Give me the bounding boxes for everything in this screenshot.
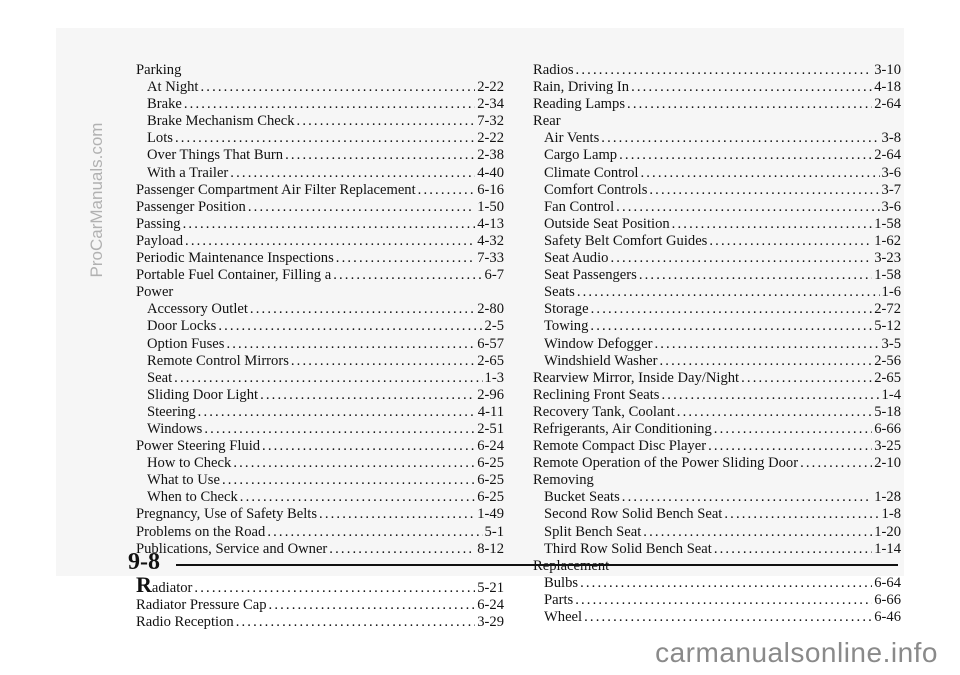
page-reference: 4-11 (477, 403, 504, 420)
index-entry (136, 182, 504, 199)
page-reference: 2-22 (477, 79, 504, 96)
entry-label: Seat (147, 369, 173, 386)
page-reference: 1-4 (881, 386, 901, 403)
entry-label: Third Row Solid Bench Seat (544, 540, 712, 557)
dot-leader (800, 455, 872, 472)
index-entry (533, 404, 901, 421)
page-reference: 1-49 (477, 506, 504, 523)
index-entry (136, 571, 504, 597)
index-subentry (136, 421, 504, 438)
entry-label: Towing (544, 318, 589, 335)
index-heading: Power (136, 284, 174, 301)
dot-leader (267, 524, 482, 541)
dot-leader (714, 421, 872, 438)
page-reference: 2-65 (874, 369, 901, 386)
index-subentry (533, 489, 901, 506)
entry-label: Passing (136, 215, 181, 232)
dot-leader (601, 130, 879, 147)
dot-leader (185, 233, 475, 250)
page-reference: 2-80 (477, 301, 504, 318)
index-entry (136, 438, 504, 455)
dot-leader (226, 336, 475, 353)
page-reference: 1-28 (874, 489, 901, 506)
dot-leader (183, 216, 476, 233)
index-entry (533, 421, 901, 438)
page-reference: 1-8 (881, 506, 901, 523)
bottom-watermark: carmanualsonline.info (655, 637, 938, 668)
dot-leader (639, 267, 872, 284)
index-subentry (136, 318, 504, 335)
page-reference: 1-6 (881, 284, 901, 301)
entry-label: Accessory Outlet (147, 301, 248, 318)
entry-label: Passenger Compartment Air Filter Replacement (136, 181, 416, 198)
entry-label: Publications, Service and Owner (136, 540, 328, 557)
dot-leader (640, 165, 879, 182)
entry-label: Power Steering Fluid (136, 438, 261, 455)
entry-label: Brake Mechanism Check (147, 113, 295, 130)
entry-label-rest: adiator (151, 579, 193, 596)
entry-label: Seats (544, 284, 575, 301)
entry-label: Parts (544, 591, 574, 608)
dot-leader (659, 353, 872, 370)
entry-label: Climate Control (544, 164, 639, 181)
index-entry (533, 438, 901, 455)
dot-leader (418, 182, 476, 199)
dot-leader (319, 506, 475, 523)
index-entry (136, 199, 504, 216)
page-reference: 7-33 (477, 250, 504, 267)
index-subentry (533, 233, 901, 250)
page-reference: 1-58 (874, 215, 901, 232)
entry-label: Rearview Mirror, Inside Day/Night (533, 369, 740, 386)
index-heading: Rear (533, 113, 561, 130)
entry-label: Steering (147, 403, 196, 420)
page-reference: 6-16 (477, 181, 504, 198)
index-entry (533, 96, 901, 113)
index-entry (533, 387, 901, 404)
index-subentry (533, 524, 901, 541)
dot-leader (262, 438, 475, 455)
dot-leader (269, 597, 476, 614)
page-reference: 3-23 (874, 250, 901, 267)
dot-leader (240, 489, 475, 506)
index-heading: Parking (136, 62, 182, 78)
dot-leader (230, 165, 475, 182)
dot-leader (627, 96, 872, 113)
entry-label: Fan Control (544, 198, 615, 215)
index-subentry (136, 370, 504, 387)
entry-label: Lots (147, 130, 173, 147)
page-reference: 1-50 (477, 198, 504, 215)
page-reference: 4-40 (477, 164, 504, 181)
dot-leader (591, 301, 873, 318)
index-entry (533, 62, 901, 79)
page-reference: 6-25 (477, 455, 504, 472)
page-reference: 1-3 (484, 369, 504, 386)
index-entry (136, 614, 504, 631)
dot-leader (709, 233, 872, 250)
entry-label (136, 571, 193, 597)
entry-label: Reading Lamps (533, 96, 626, 113)
dot-leader (580, 575, 872, 592)
dot-leader (724, 506, 879, 523)
index-entry (136, 233, 504, 250)
index-subentry (533, 199, 901, 216)
dot-leader (250, 301, 475, 318)
index-subentry (533, 130, 901, 147)
dot-leader (672, 216, 873, 233)
entry-label: Remote Control Mirrors (147, 352, 289, 369)
page-reference: 2-96 (477, 386, 504, 403)
entry-label: Wheel (544, 609, 583, 625)
index-subentry (533, 284, 901, 301)
page-reference: 2-34 (477, 96, 504, 113)
index-subentry (533, 506, 901, 523)
index-subentry (136, 79, 504, 96)
page-reference: 1-62 (874, 232, 901, 249)
page-reference: 5-21 (477, 579, 504, 596)
index-subentry (533, 318, 901, 335)
page-reference: 2-64 (874, 96, 901, 113)
entry-label: Seat Audio (544, 250, 609, 267)
entry-label: Problems on the Road (136, 523, 266, 540)
index-heading (533, 558, 901, 575)
index-subentry (533, 609, 901, 626)
entry-label: Passenger Position (136, 198, 246, 215)
index-subentry (136, 165, 504, 182)
page-reference: 4-32 (477, 232, 504, 249)
dot-leader (741, 370, 872, 387)
page-reference: 2-64 (874, 147, 901, 164)
entry-label: Cargo Lamp (544, 147, 618, 164)
dot-leader (198, 404, 476, 421)
index-entry (136, 541, 504, 558)
section-gap (136, 558, 504, 576)
page-reference: 1-14 (874, 540, 901, 557)
entry-label: What to Use (147, 472, 220, 489)
page-reference: 3-6 (881, 198, 901, 215)
entry-label: Refrigerants, Air Conditioning (533, 420, 712, 437)
index-entry (533, 455, 901, 472)
dot-leader (610, 250, 872, 267)
dot-leader (248, 199, 475, 216)
footer-rule (176, 564, 898, 566)
page-reference: 2-22 (477, 130, 504, 147)
index-subentry (136, 336, 504, 353)
page-reference: 4-18 (874, 79, 901, 96)
entry-label: Window Defogger (544, 335, 653, 352)
dot-leader (654, 336, 879, 353)
dot-leader (677, 404, 872, 421)
dot-leader (285, 147, 475, 164)
dot-leader (222, 472, 475, 489)
page-reference: 1-58 (874, 267, 901, 284)
dot-leader (643, 524, 872, 541)
dot-leader (184, 96, 475, 113)
entry-label: Radio Reception (136, 613, 234, 630)
dot-leader (661, 387, 879, 404)
page-reference: 3-25 (874, 438, 901, 455)
page-reference: 5-12 (874, 318, 901, 335)
dot-leader (236, 614, 476, 631)
page-reference: 6-25 (477, 472, 504, 489)
entry-label: Periodic Maintenance Inspections (136, 250, 334, 267)
page-reference: 3-7 (881, 181, 901, 198)
page-reference: 6-46 (874, 609, 901, 625)
dot-leader (233, 455, 475, 472)
page-reference: 2-38 (477, 147, 504, 164)
entry-label: Portable Fuel Container, Filling a (136, 267, 332, 284)
dot-leader (649, 182, 879, 199)
entry-label: Reclining Front Seats (533, 386, 660, 403)
entry-label: Seat Passengers (544, 267, 637, 284)
dot-leader (714, 541, 872, 558)
index-subentry (533, 592, 901, 609)
page-reference: 6-24 (477, 596, 504, 613)
page-number: 9-8 (128, 549, 160, 575)
page-reference: 2-10 (874, 455, 901, 472)
index-entry (136, 250, 504, 267)
index-subentry (533, 250, 901, 267)
page-reference: 4-13 (477, 215, 504, 232)
page-reference: 7-32 (477, 113, 504, 130)
dot-leader (616, 199, 879, 216)
index-subentry (533, 147, 901, 164)
page-reference: 2-5 (484, 318, 504, 335)
page-reference: 3-10 (874, 62, 901, 78)
dot-leader (329, 541, 475, 558)
index-subentry (136, 472, 504, 489)
index-subentry (136, 489, 504, 506)
index-heading: Removing (533, 472, 594, 489)
index-subentry (136, 455, 504, 472)
index-subentry (533, 216, 901, 233)
index-subentry (136, 113, 504, 130)
index-subentry (533, 541, 901, 558)
entry-label: Radiator Pressure Cap (136, 596, 267, 613)
dot-leader (576, 62, 873, 79)
dot-leader (200, 79, 475, 96)
index-subentry (533, 267, 901, 284)
entry-label: Bulbs (544, 574, 579, 591)
page-reference: 2-72 (874, 301, 901, 318)
dot-leader (175, 130, 475, 147)
page-reference: 2-51 (477, 420, 504, 437)
entry-label: Windshield Washer (544, 352, 658, 369)
drop-cap-letter: R (136, 571, 152, 597)
index-subentry (136, 96, 504, 113)
index-subentry (533, 165, 901, 182)
index-entry (136, 597, 504, 614)
entry-label: Remote Operation of the Power Sliding Door (533, 455, 799, 472)
page-reference: 3-29 (477, 613, 504, 630)
index-subentry (136, 387, 504, 404)
index-subentry (136, 404, 504, 421)
dot-leader (194, 580, 475, 597)
page-reference: 2-65 (477, 352, 504, 369)
entry-label: Pregnancy, Use of Safety Belts (136, 506, 318, 523)
index-column-right (533, 62, 901, 626)
entry-label: Payload (136, 232, 184, 249)
page-reference: 2-56 (874, 352, 901, 369)
index-subentry (533, 301, 901, 318)
entry-label: When to Check (147, 489, 238, 506)
dot-leader (577, 284, 880, 301)
index-subentry (136, 147, 504, 164)
page-reference: 6-25 (477, 489, 504, 506)
side-watermark-text: ProCarManuals.com (87, 122, 106, 278)
page-reference: 6-57 (477, 335, 504, 352)
entry-label: Over Things That Burn (147, 147, 284, 164)
page-reference: 6-24 (477, 438, 504, 455)
entry-label: Split Bench Seat (544, 523, 642, 540)
entry-label: Safety Belt Comfort Guides (544, 232, 708, 249)
entry-label: Brake (147, 96, 182, 113)
page-reference: 6-66 (874, 420, 901, 437)
dot-leader (336, 250, 475, 267)
index-subentry (136, 353, 504, 370)
dot-leader (333, 267, 482, 284)
page-reference: 1-20 (874, 523, 901, 540)
page-reference: 6-7 (484, 267, 504, 284)
dot-leader (575, 592, 872, 609)
dot-leader (260, 387, 475, 404)
dot-leader (590, 318, 872, 335)
manual-page (56, 28, 904, 630)
dot-leader (622, 489, 872, 506)
dot-leader (174, 370, 482, 387)
entry-label: Bucket Seats (544, 489, 620, 506)
dot-leader (631, 79, 872, 96)
dot-leader (204, 421, 475, 438)
index-subentry (533, 336, 901, 353)
page-reference: 3-5 (881, 335, 901, 352)
page-reference: 3-6 (881, 164, 901, 181)
page-reference: 8-12 (477, 540, 504, 557)
index-entry (136, 267, 504, 284)
entry-label: Comfort Controls (544, 181, 648, 198)
entry-label: At Night (147, 79, 199, 96)
entry-label: Rain, Driving In (533, 79, 630, 96)
index-subentry (533, 353, 901, 370)
entry-label: Recovery Tank, Coolant (533, 403, 675, 420)
dot-leader (291, 353, 475, 370)
dot-leader (218, 318, 482, 335)
dot-leader (619, 147, 872, 164)
dot-leader (297, 113, 476, 130)
entry-label: Outside Seat Position (544, 215, 670, 232)
page-reference: 6-66 (874, 591, 901, 608)
index-entry (136, 216, 504, 233)
index-entry (136, 524, 504, 541)
page-reference: 3-8 (881, 130, 901, 147)
index-entry (136, 506, 504, 523)
index-subentry (136, 301, 504, 318)
dot-leader (584, 609, 872, 626)
index-entry (533, 79, 901, 96)
entry-label: Air Vents (544, 130, 600, 147)
entry-label: Option Fuses (147, 335, 225, 352)
entry-label: With a Trailer (147, 164, 229, 181)
page-reference: 6-64 (874, 574, 901, 591)
entry-label: Second Row Solid Bench Seat (544, 506, 723, 523)
entry-label: Windows (147, 420, 203, 437)
entry-label: How to Check (147, 455, 232, 472)
index-column-left (136, 62, 504, 631)
index-subentry (533, 575, 901, 592)
index-entry (533, 370, 901, 387)
page-reference: 5-18 (874, 403, 901, 420)
index-subentry (533, 182, 901, 199)
dot-leader (708, 438, 872, 455)
entry-label: Radios (533, 62, 574, 78)
page-reference: 5-1 (484, 523, 504, 540)
entry-label: Remote Compact Disc Player (533, 438, 707, 455)
index-subentry (136, 130, 504, 147)
entry-label: Storage (544, 301, 589, 318)
entry-label: Sliding Door Light (147, 386, 259, 403)
entry-label: Door Locks (147, 318, 217, 335)
